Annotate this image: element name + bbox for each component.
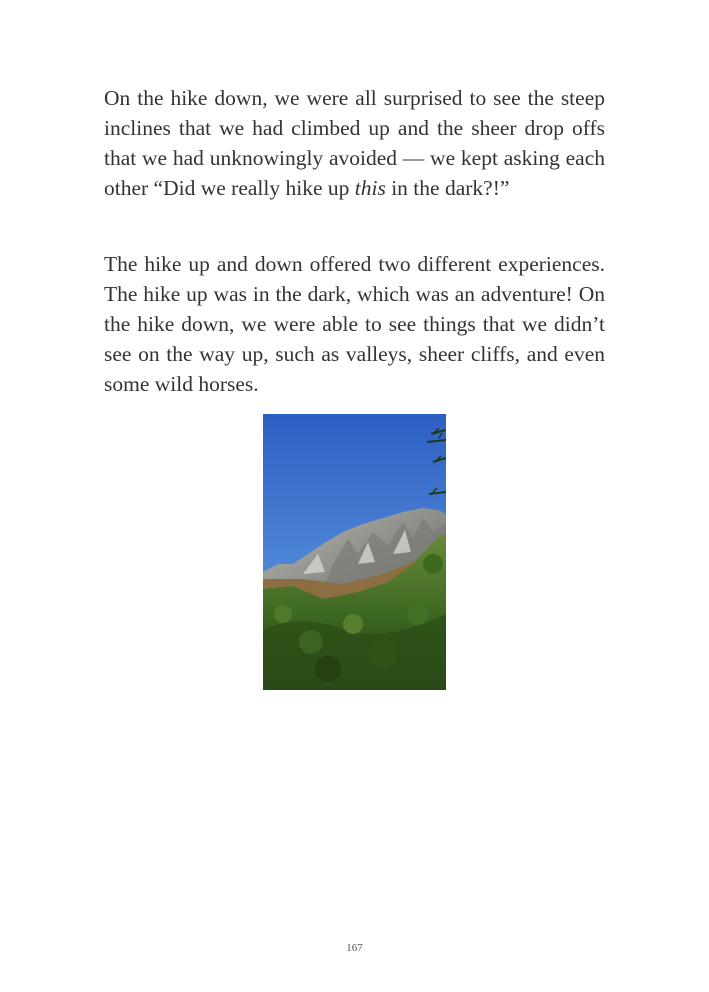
paragraph-1-text-end: in the dark?!” (385, 176, 510, 200)
page-number: 167 (346, 942, 363, 954)
paragraph-two-experiences: The hike up and down offered two different experiences. The hike up was in the dark, which was an adventure! On the hike down, we were able to see things that we didn’t see on the way up, such as valleys, sheer cliffs, and even some wild horses. (104, 252, 605, 396)
mountain-cliff-photo (263, 414, 446, 690)
paragraph-hike-down (104, 83, 605, 203)
emphasized-word: this (354, 176, 386, 200)
paragraph-1-text-start: On the hike down, we were all surprised to see the steep inclines that we had climbed up and the sheer drop offs that we had unknowingly avoided — we kept asking each other “Did we really hike up (104, 86, 605, 200)
